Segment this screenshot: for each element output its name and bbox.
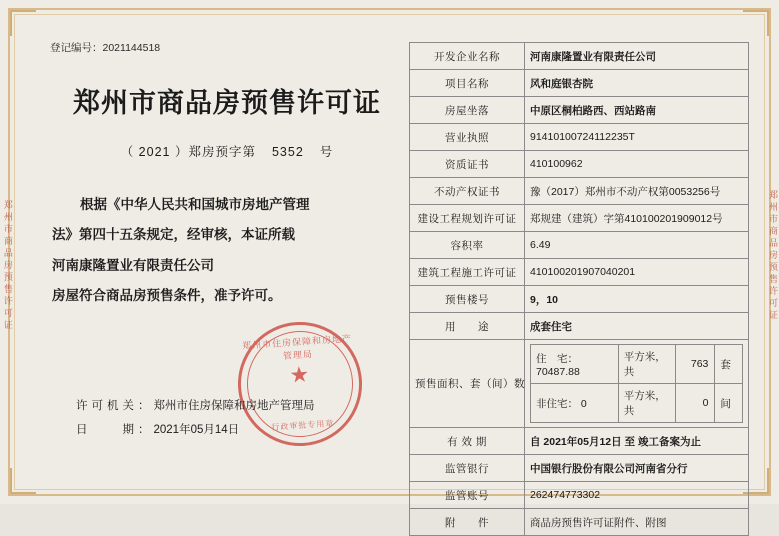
row-label: 建设工程规划许可证 xyxy=(410,205,525,232)
area-sub-table xyxy=(530,344,743,423)
certificate-serial-suffix: 号 xyxy=(319,145,334,159)
area-residential-count: 763 xyxy=(676,345,715,384)
table-row xyxy=(410,232,749,259)
document-content xyxy=(30,30,749,529)
body-line-3-company: 河南康隆置业有限责任公司 xyxy=(52,257,214,274)
row-value-area xyxy=(525,340,749,428)
left-column xyxy=(46,40,408,470)
table-row xyxy=(410,151,749,178)
issuer-value: 郑州市住房保障和房地产管理局 xyxy=(153,399,315,412)
area-nonresidential-row xyxy=(531,384,743,423)
seal-top-text: 郑州市住房保障和房地产管理局 xyxy=(241,333,353,362)
area-nonresidential-unit: 平方米，共 xyxy=(618,384,675,423)
edge-watermark-right: 郑州市商品房预售许可证 xyxy=(768,190,778,322)
table-row xyxy=(410,509,749,536)
certificate-body xyxy=(46,190,408,312)
row-label: 用 途 xyxy=(410,313,525,340)
body-line-2: 法》第四十五条规定，经审核，本证所载 xyxy=(52,227,295,244)
row-label: 预售面积、套（间）数 xyxy=(410,340,525,428)
issuer-block xyxy=(76,394,315,442)
row-label: 容积率 xyxy=(410,232,525,259)
row-label: 建筑工程施工许可证 xyxy=(410,259,525,286)
issue-date-value: 2021年05月14日 xyxy=(153,423,240,436)
table-row xyxy=(410,178,749,205)
row-value: 豫（2017）郑州市不动产权第0053256号 xyxy=(525,178,749,205)
row-label: 有 效 期 xyxy=(410,428,525,455)
issue-date-row xyxy=(76,418,315,442)
row-label: 附 件 xyxy=(410,509,525,536)
area-residential-row xyxy=(531,345,743,384)
row-value: 中原区桐柏路西、西站路南 xyxy=(525,97,749,124)
edge-watermark-left: 郑州市商品房预售许可证 xyxy=(2,200,13,332)
table-row-area xyxy=(410,340,749,428)
seal-bottom-text: 行政审批专用章 xyxy=(271,418,335,433)
issue-date-label: 日 期： xyxy=(76,423,154,436)
certificate-serial-line xyxy=(46,142,408,160)
row-value: 郑规建（建筑）字第410100201909012号 xyxy=(525,205,749,232)
area-residential-type-and-value xyxy=(531,345,619,384)
issuer-label: 许可机关： xyxy=(76,399,154,412)
row-value: 商品房预售许可证附件、附图 xyxy=(525,509,749,536)
area-residential-count-unit: 套 xyxy=(715,345,743,384)
area-nonresidential-label: 非住宅： xyxy=(536,397,578,410)
row-value: 262474773302 xyxy=(525,482,749,509)
table-row xyxy=(410,428,749,455)
seal-star-icon: ★ xyxy=(288,360,311,388)
certificate-serial-number: 5352 xyxy=(271,145,304,159)
row-label: 项目名称 xyxy=(410,70,525,97)
information-table xyxy=(409,42,749,536)
information-table-wrapper xyxy=(409,42,749,536)
table-row xyxy=(410,313,749,340)
row-value: 91410100724112235T xyxy=(525,124,749,151)
body-line-1: 根据《中华人民共和国城市房地产管理 xyxy=(80,197,310,213)
row-label: 不动产权证书 xyxy=(410,178,525,205)
row-value: 6.49 xyxy=(525,232,749,259)
issuer-row xyxy=(76,394,315,418)
area-residential-value: 70487.88 xyxy=(536,365,580,378)
row-label: 监管银行 xyxy=(410,455,525,482)
row-label: 监管账号 xyxy=(410,482,525,509)
page-title: 郑州市商品房预售许可证 xyxy=(73,88,381,119)
row-label: 营业执照 xyxy=(410,124,525,151)
table-row xyxy=(410,205,749,232)
row-value: 风和庭银杏院 xyxy=(525,70,749,97)
certificate-year-prefix: （ 2021 ）郑房预字第 xyxy=(120,145,256,159)
registration-number-label: 登记编号： xyxy=(50,42,103,54)
row-value: 9，10 xyxy=(525,286,749,313)
area-residential-label: 住 宅： xyxy=(536,352,578,365)
table-row xyxy=(410,482,749,509)
body-line-4: 房屋符合商品房预售条件，准予许可。 xyxy=(52,288,282,305)
row-label: 开发企业名称 xyxy=(410,43,525,70)
registration-number-line xyxy=(50,40,408,55)
row-value: 自 2021年05月12日 至 竣工备案为止 xyxy=(525,428,749,455)
table-row xyxy=(410,455,749,482)
row-value: 中国银行股份有限公司河南省分行 xyxy=(525,455,749,482)
registration-number-value: 2021144518 xyxy=(102,42,161,54)
row-label: 预售楼号 xyxy=(410,286,525,313)
area-residential-unit: 平方米，共 xyxy=(618,345,675,384)
table-row xyxy=(410,124,749,151)
area-nonresidential-count-unit: 间 xyxy=(715,384,743,423)
row-value: 410100962 xyxy=(525,151,749,178)
row-value: 河南康隆置业有限责任公司 xyxy=(525,43,749,70)
row-label: 资质证书 xyxy=(410,151,525,178)
table-row xyxy=(410,286,749,313)
row-value: 成套住宅 xyxy=(525,313,749,340)
area-nonresidential-count: 0 xyxy=(676,384,715,423)
table-row xyxy=(410,70,749,97)
row-label: 房屋坐落 xyxy=(410,97,525,124)
area-nonresidential-value: 0 xyxy=(580,397,587,410)
table-row xyxy=(410,97,749,124)
table-row xyxy=(410,43,749,70)
row-value: 410100201907040201 xyxy=(525,259,749,286)
table-row xyxy=(410,259,749,286)
area-nonresidential-type-and-value xyxy=(531,384,619,423)
